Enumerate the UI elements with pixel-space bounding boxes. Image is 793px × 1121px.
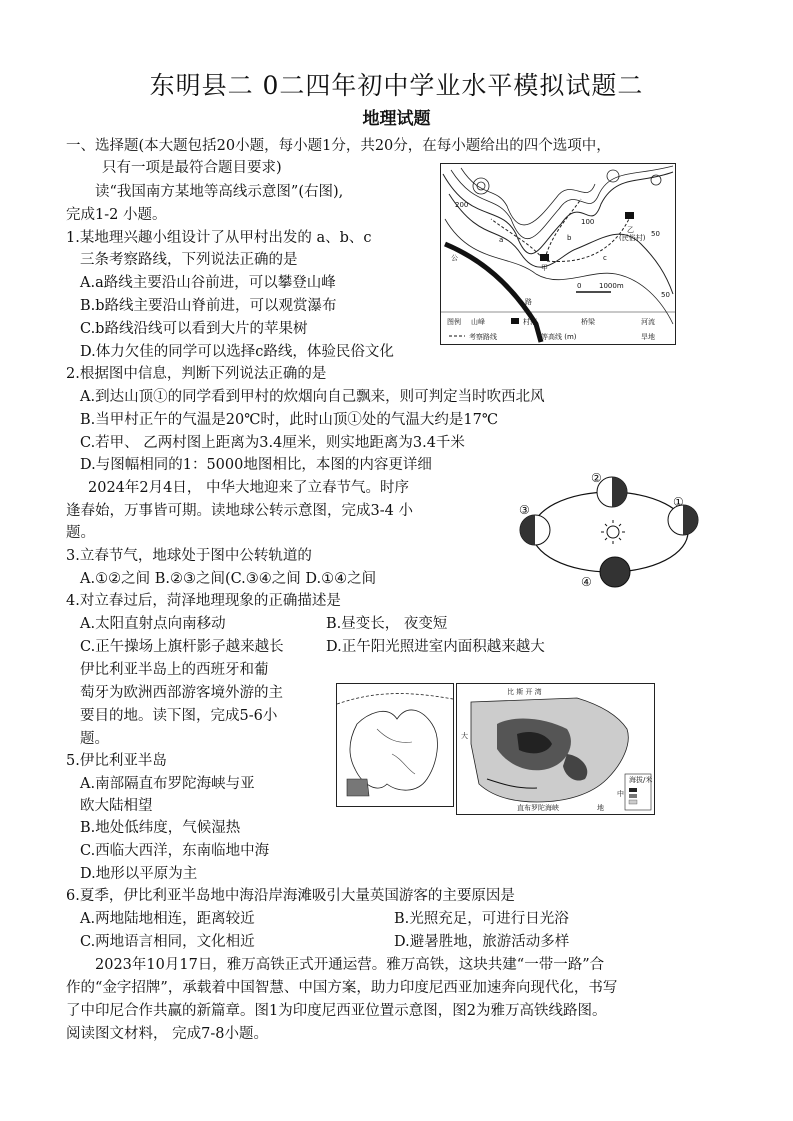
q3-options: A.①②之间 B.②③之间(C.③④之间 D.①④之间 [80, 571, 377, 587]
iberia-map [456, 683, 655, 815]
page-title: 东明县二 0二四年初中学业水平模拟试题二 [149, 71, 644, 100]
section-heading: 一、选择题(本大题包括20小题，每小题1分，共20分，在每小题给出的四个选项中， [66, 138, 611, 154]
contour-line-2 [451, 166, 673, 239]
q4-option-b: B.昼变长， 夜变短 [326, 616, 448, 632]
svg-text:桥梁: 桥梁 [581, 318, 595, 326]
q5-option-a-cont: 欧大陆相望 [80, 798, 153, 814]
q5-option-d: D.地形以平原为主 [80, 866, 198, 882]
svg-text:考察路线: 考察路线 [469, 333, 497, 341]
section-heading-cont: 只有一项是最符合题目要求) [102, 160, 282, 176]
q2-option-c: C.若甲、 乙两村图上距离为3.4厘米，则实地距离为3.4千米 [80, 435, 465, 451]
svg-text:200: 200 [455, 201, 469, 209]
svg-text:直布罗陀海峡: 直布罗陀海峡 [517, 804, 559, 812]
svg-text:河流: 河流 [641, 318, 655, 326]
svg-text:等高线 (m): 等高线 (m) [541, 333, 577, 341]
q4-option-a: A.太阳直射点向南移动 [80, 616, 226, 632]
svg-text:0: 0 [577, 282, 582, 290]
svg-text:公: 公 [451, 254, 458, 262]
svg-text:乙: 乙 [627, 226, 634, 234]
intro-q5-6: 伊比利亚半岛上的西班牙和葡 [80, 662, 269, 678]
svg-text:①: ① [673, 495, 684, 509]
intro-q3-4-end: 题。 [66, 525, 95, 541]
q1-option-c: C.b路线沿线可以看到大片的苹果树 [80, 321, 308, 337]
svg-text:山峰: 山峰 [471, 318, 485, 326]
svg-text:1000m: 1000m [599, 282, 624, 290]
q6-option-d: D.避暑胜地，旅游活动多样 [394, 934, 570, 950]
route-line-b [545, 199, 581, 259]
sun-icon [607, 526, 619, 538]
q2-option-b: B.当甲村正午的气温是20℃时，此时山顶①处的气温大约是17℃ [80, 412, 499, 428]
intro-q7-8-l4: 阅读图文材料， 完成7-8小题。 [66, 1026, 268, 1042]
intro-q1-2-cont: 完成1-2 小题。 [66, 207, 167, 223]
earth-orbit-figure [515, 470, 705, 590]
intro-q3-4-cont: 逢春始，万事皆可期。读地球公转示意图，完成3-4 小 [66, 503, 413, 519]
svg-text:图例: 图例 [447, 318, 461, 326]
q1-option-a: A.a路线主要沿山谷前进，可以攀登山峰 [80, 275, 336, 291]
svg-text:大: 大 [461, 732, 468, 740]
q4-option-c: C.正午操场上旗杆影子越来越长 [80, 639, 284, 655]
svg-text:c: c [603, 254, 607, 262]
svg-text:中: 中 [617, 790, 624, 798]
page-subtitle: 地理试题 [362, 109, 431, 129]
svg-text:100: 100 [581, 218, 595, 226]
intro-q5-6-l4: 题。 [80, 731, 109, 747]
svg-text:海拔/米: 海拔/米 [629, 776, 653, 784]
contour-line-3 [461, 168, 595, 225]
svg-text:比 斯 开 湾: 比 斯 开 湾 [507, 688, 542, 696]
q4-option-d: D.正午阳光照进室内面积越来越大 [326, 639, 545, 655]
intro-q3-4: 2024年2月4日， 中华大地迎来了立春节气。时序 [88, 480, 409, 496]
contour-map-figure [440, 163, 676, 345]
svg-text:a: a [499, 236, 504, 244]
svg-text:50: 50 [661, 291, 670, 299]
q1-stem: 1.某地理兴趣小组设计了从甲村出发的 a、b、c [66, 230, 372, 246]
svg-text:(民俗村): (民俗村) [619, 234, 646, 242]
svg-text:③: ③ [519, 503, 530, 517]
q5-option-b: B.地处低纬度，气候湿热 [80, 820, 241, 836]
earth-position-4 [600, 557, 630, 587]
q2-stem: 2.根据图中信息，判断下列说法正确的是 [66, 366, 327, 382]
svg-text:b: b [567, 234, 572, 242]
q2-option-d: D.与图幅相同的1：5000地图相比，本图的内容更详细 [80, 457, 432, 473]
q5-stem: 5.伊比利亚半岛 [66, 753, 167, 769]
q1-stem-cont: 三条考察路线，下列说法正确的是 [80, 252, 298, 268]
q6-stem: 6.夏季，伊比利亚半岛地中海沿岸海滩吸引大量英国游客的主要原因是 [66, 888, 515, 904]
intro-q7-8: 2023年10月17日，雅万高铁正式开通运营。雅万高铁，这块共建“一带一路”合 [95, 957, 605, 973]
svg-text:甲: 甲 [541, 264, 548, 272]
svg-text:路: 路 [525, 298, 532, 306]
intro-q5-6-l3: 要目的地。读下图，完成5-6小 [80, 708, 278, 724]
q4-stem: 4.对立春过后，菏泽地理现象的正确描述是 [66, 593, 341, 609]
q6-option-a: A.两地陆地相连，距离较近 [80, 911, 255, 927]
q5-option-c: C.西临大西洋，东南临地中海 [80, 843, 270, 859]
q3-stem: 3.立春节气，地球处于图中公转轨道的 [66, 548, 312, 564]
q5-option-a: A.南部隔直布罗陀海峡与亚 [80, 776, 255, 792]
q6-option-b: B.光照充足，可进行日光浴 [394, 911, 569, 927]
svg-text:②: ② [591, 471, 602, 485]
europe-inset-map [336, 683, 454, 807]
intro-q1-2: 读“我国南方某地等高线示意图”(右图), [95, 184, 344, 200]
q1-option-b: B.b路线主要沿山脊前进，可以观赏瀑布 [80, 298, 337, 314]
intro-q5-6-l2: 萄牙为欧洲西部游客境外游的主 [80, 685, 283, 701]
svg-text:村落: 村落 [523, 318, 537, 326]
svg-text:旱地: 旱地 [641, 333, 655, 341]
road [445, 244, 541, 342]
svg-text:地: 地 [597, 804, 604, 812]
q6-option-c: C.两地语言相同，文化相近 [80, 934, 255, 950]
q2-option-a: A.到达山顶①的同学看到甲村的炊烟向自己飘来，则可判定当时吹西北风 [80, 389, 545, 405]
q1-option-d: D.体力欠佳的同学可以选择c路线，体验民俗文化 [80, 344, 394, 360]
svg-text:④: ④ [581, 575, 592, 589]
intro-q7-8-l2: 作的“金字招牌”，承载着中国智慧、中国方案，助力印度尼西亚加速奔向现代化，书写 [66, 980, 618, 996]
contour-line-4 [449, 194, 673, 294]
intro-q7-8-l3: 了中印尼合作共赢的新篇章。图1为印度尼西亚位置示意图，图2为雅万高铁线路图。 [66, 1003, 607, 1019]
svg-text:50: 50 [651, 230, 660, 238]
